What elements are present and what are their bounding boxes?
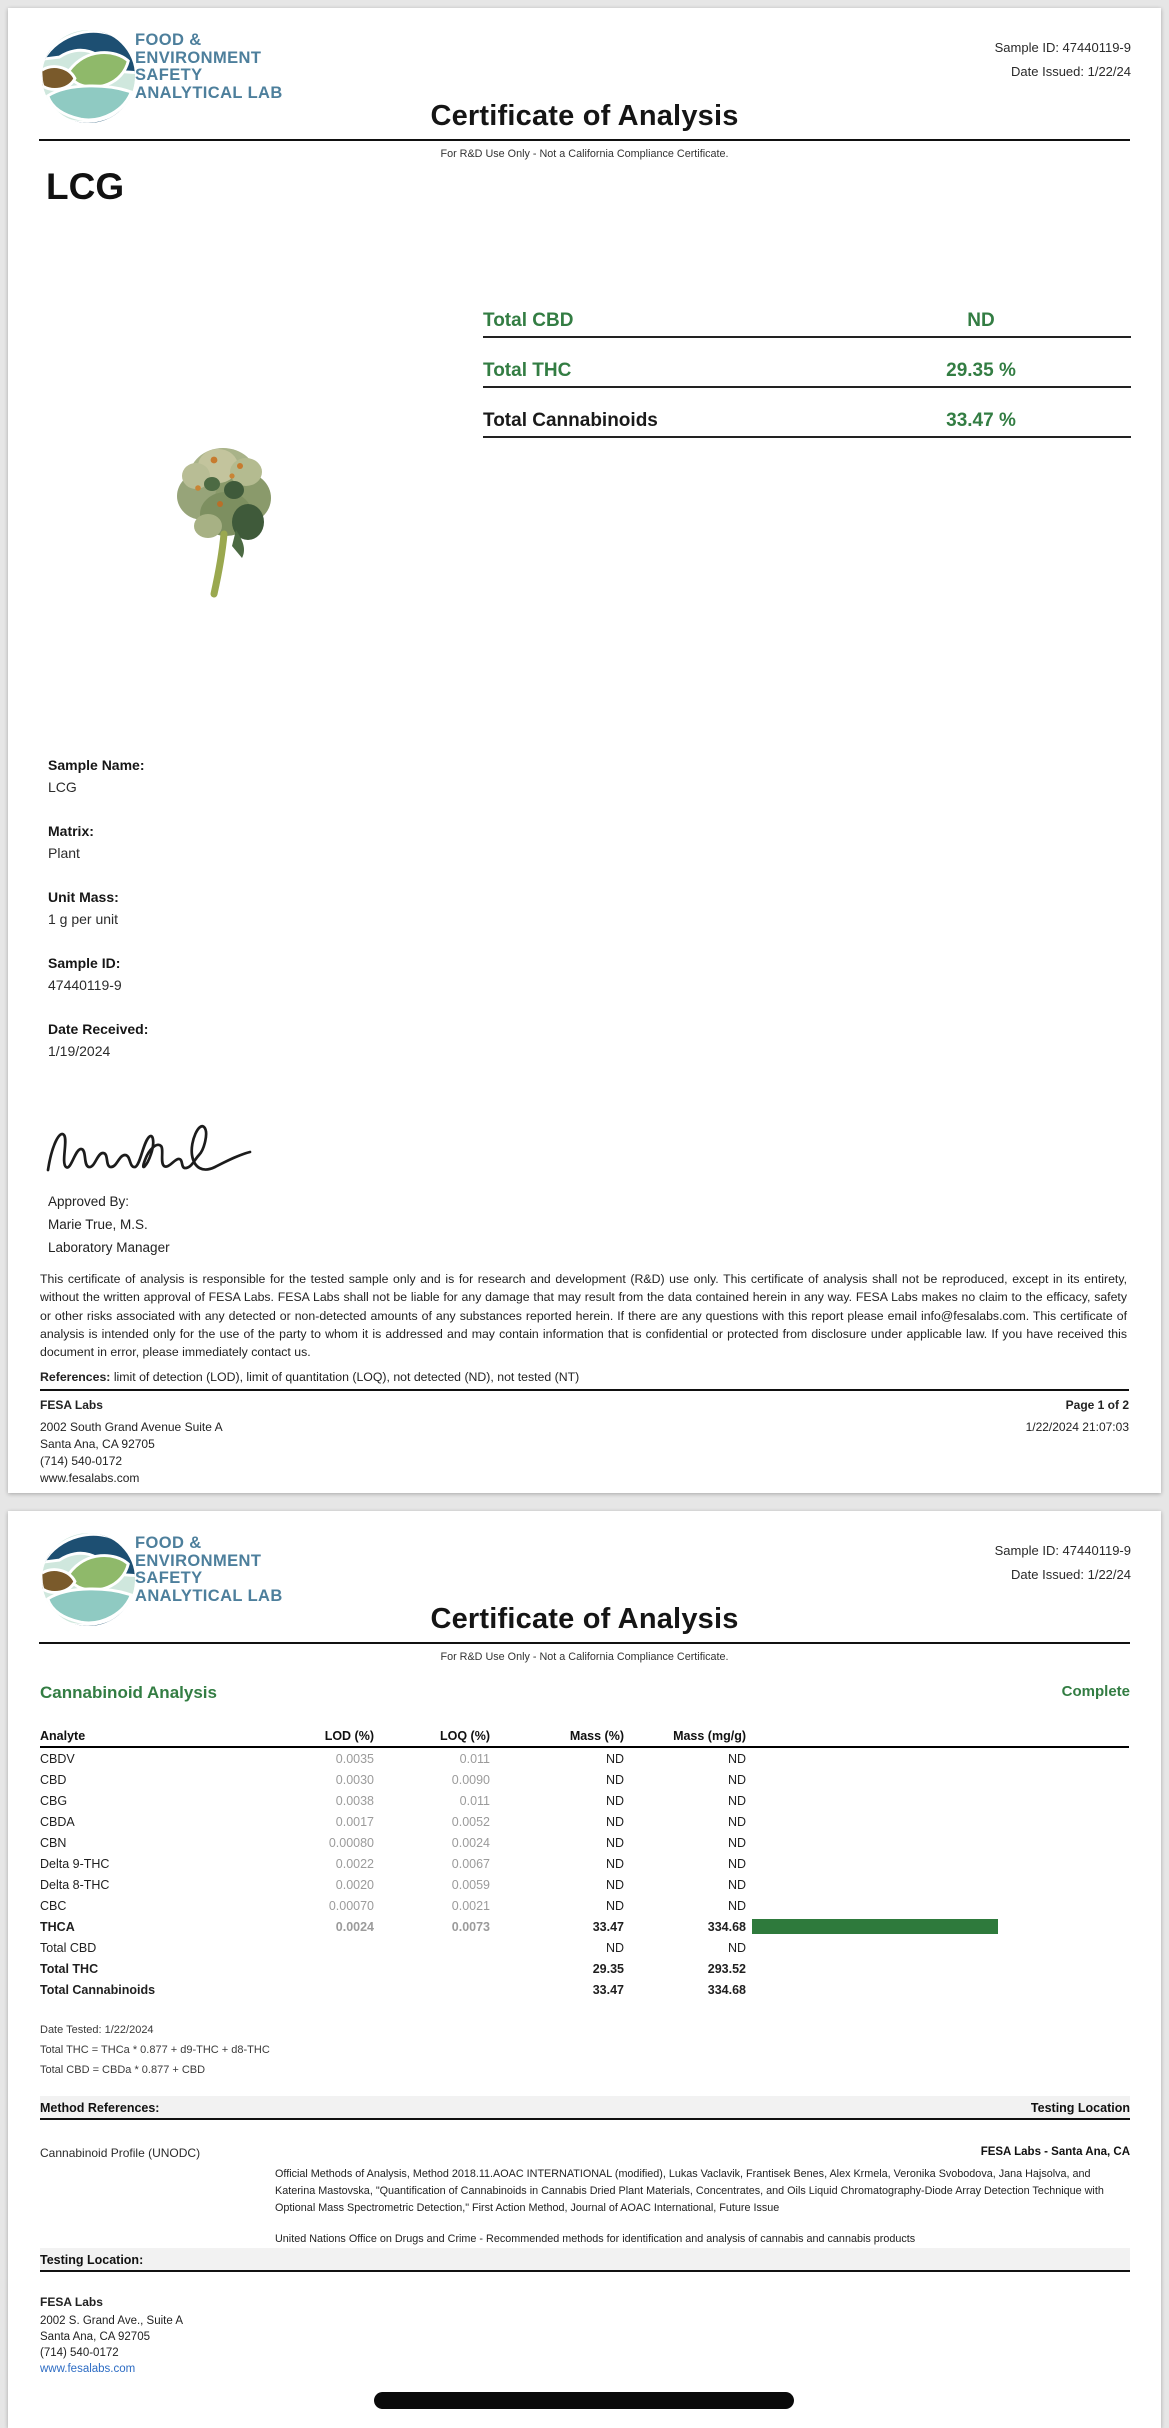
loq-cell: 0.0059 xyxy=(451,1877,490,1892)
sample-meta xyxy=(995,36,1131,84)
testing-address-line: Santa Ana, CA 92705 xyxy=(40,2331,150,2343)
summary-row xyxy=(483,388,1131,438)
table-row xyxy=(40,1832,1129,1853)
home-indicator[interactable] xyxy=(374,2392,794,2409)
table-row xyxy=(40,1811,1129,1832)
analyte-cell: Total CBD xyxy=(40,1940,97,1955)
sample-id-text: Sample ID: 47440119-9 xyxy=(994,40,1131,55)
column-header: Mass (mg/g) xyxy=(673,1729,746,1743)
lab-name-line: ANALYTICAL LAB xyxy=(135,83,283,102)
testing-location-header xyxy=(40,2248,1130,2272)
loq-cell: 0.0024 xyxy=(451,1835,490,1850)
lod-cell: 0.0024 xyxy=(335,1919,374,1934)
lab-name-line: SAFETY xyxy=(135,66,203,84)
footer-lab-name: FESA Labs xyxy=(40,1398,103,1412)
citation-unodc: United Nations Office on Drugs and Crime - Recommended methods for identification and analysis of cannabis and cannabis products xyxy=(275,2233,916,2245)
footer-page-block xyxy=(1026,1397,1129,1436)
mass-bar xyxy=(752,1919,998,1934)
approver-name: Marie True, M.S. xyxy=(48,1217,148,1232)
test-note-line: Total CBD = CBDa * 0.877 + CBD xyxy=(40,2064,206,2076)
sample-info-item xyxy=(48,953,148,998)
mass-pct-cell: ND xyxy=(605,1772,624,1787)
page-footer xyxy=(40,1397,1129,1487)
mass-mg-cell: ND xyxy=(727,1940,746,1955)
footer-divider xyxy=(40,1389,1129,1391)
loq-cell: 0.011 xyxy=(459,1793,490,1808)
info-label: Date Received: xyxy=(48,1021,149,1037)
mass-mg-cell: 334.68 xyxy=(707,1982,746,1997)
coa-page-2 xyxy=(8,1511,1161,2428)
page-number-label: Page 1 of 2 xyxy=(1065,1398,1129,1412)
mass-mg-cell: ND xyxy=(727,1814,746,1829)
summary-value: 33.47 % xyxy=(946,410,1016,431)
section-header-row xyxy=(40,1683,1130,1703)
table-row xyxy=(40,1790,1129,1811)
citation-aoac: Official Methods of Analysis, Method 2018.11.AOAC INTERNATIONAL (modified), Lukas Vaclavik, Frantisek Benes, Alex Krmela, Veronika Svobodova, Jana Hajsolva, and Katerina Mastovska, "Quantification of Cannabinoids in Cannabis Dried Plant Materials, Concentrates, and Oils Liquid Chromatography-Diode Array Detection Technique with Optional Mass Spectrometric Detection," First Action Method, Journal of AOAC International, Future Issue xyxy=(275,2168,1104,2214)
test-notes xyxy=(40,2020,270,2080)
approver-title: Laboratory Manager xyxy=(48,1240,170,1255)
references-label: References: xyxy=(40,1370,111,1385)
sample-photo xyxy=(148,426,308,636)
table-row xyxy=(40,1874,1129,1895)
summary-value: 29.35 % xyxy=(946,360,1016,381)
mass-mg-cell: ND xyxy=(727,1856,746,1871)
loq-cell: 0.0067 xyxy=(451,1856,490,1871)
summary-table xyxy=(483,288,1131,438)
table-row xyxy=(40,1748,1129,1769)
analyte-cell: Delta 8-THC xyxy=(40,1877,110,1892)
footer-lab-block xyxy=(40,1397,223,1487)
info-value: Plant xyxy=(48,845,80,861)
method-name: Cannabinoid Profile (UNODC) xyxy=(40,2146,201,2160)
mass-pct-cell: 33.47 xyxy=(592,1982,624,1997)
table-row xyxy=(40,1853,1129,1874)
testing-location-col-label: Testing Location xyxy=(1030,2101,1130,2115)
sample-id-text: Sample ID: 47440119-9 xyxy=(994,1543,1131,1558)
testing-location-block xyxy=(40,2294,183,2377)
footer-address xyxy=(40,1419,223,1487)
analyte-cell: CBC xyxy=(40,1898,67,1913)
summary-value: ND xyxy=(967,310,995,331)
testing-lab-name: FESA Labs xyxy=(40,2295,103,2309)
footer-address-line: 2002 South Grand Avenue Suite A xyxy=(40,1420,223,1434)
cannabinoid-table xyxy=(40,1721,1129,2000)
sample-info-list xyxy=(48,755,148,1085)
info-value: LCG xyxy=(48,779,77,795)
sample-info-item xyxy=(48,755,148,800)
mass-pct-cell: ND xyxy=(605,1877,624,1892)
analyte-cell: CBDV xyxy=(40,1751,75,1766)
analyte-cell: CBN xyxy=(40,1835,67,1850)
test-note-line: Total THC = THCa * 0.877 + d9-THC + d8-THC xyxy=(40,2044,270,2056)
mass-pct-cell: ND xyxy=(605,1814,624,1829)
header-divider xyxy=(39,139,1130,141)
sample-info-item xyxy=(48,821,148,866)
analyte-cell: Total THC xyxy=(40,1961,99,1976)
lod-cell: 0.0017 xyxy=(335,1814,374,1829)
header-divider xyxy=(39,1642,1130,1644)
summary-row xyxy=(483,288,1131,338)
lab-name-line: FOOD & xyxy=(135,31,202,49)
table-header-row xyxy=(40,1721,1129,1748)
mass-mg-cell: ND xyxy=(727,1877,746,1892)
column-header: LOD (%) xyxy=(324,1729,374,1743)
testing-location-label: Testing Location: xyxy=(40,2253,144,2267)
disclaimer-text: This certificate of analysis is responsible for the tested sample only and is for research and development (R&D) use only. This certificate of analysis shall not be reproduced, except in its entirety, without the written approval of FESA Labs. FESA Labs shall not be liable for any damage that may result from the data contained herein in any way. FESA Labs makes no claim to the efficacy, safety or other risks associated with any detected or non-detected amounts of any substances reported herein. If there are any questions with this report please email info@fesalabs.com. This certificate of analysis is intended only for the use of the party to whom it is addressed and may contain information that is confidential or protected from disclosure under applicable law. If you have received this document in error, please immediately contact us. xyxy=(40,1272,1127,1360)
method-references-header xyxy=(40,2096,1130,2120)
lab-name-line: ENVIRONMENT xyxy=(135,48,262,67)
analyte-cell: CBDA xyxy=(40,1814,75,1829)
testing-lab-address xyxy=(40,2313,183,2361)
sample-name-heading: LCG xyxy=(46,166,125,207)
lod-cell: 0.0038 xyxy=(335,1793,374,1808)
mass-mg-cell: 293.52 xyxy=(707,1961,746,1976)
lab-name-line: ANALYTICAL LAB xyxy=(135,1586,283,1605)
mass-mg-cell: 334.68 xyxy=(707,1919,746,1934)
mass-pct-cell: 29.35 xyxy=(592,1961,624,1976)
approved-by-label: Approved By: xyxy=(48,1194,130,1209)
footer-address-line: www.fesalabs.com xyxy=(40,1471,140,1485)
lod-cell: 0.00070 xyxy=(328,1898,374,1913)
column-header: LOQ (%) xyxy=(440,1729,490,1743)
lod-cell: 0.0035 xyxy=(335,1751,374,1766)
method-row xyxy=(40,2146,1130,2160)
mass-pct-cell: ND xyxy=(605,1898,624,1913)
header-subtitle: For R&D Use Only - Not a California Compliance Certificate. xyxy=(440,1651,729,1663)
mass-pct-cell: ND xyxy=(605,1940,624,1955)
mass-mg-cell: ND xyxy=(727,1793,746,1808)
mass-pct-cell: ND xyxy=(605,1856,624,1871)
column-header: Mass (%) xyxy=(569,1729,624,1743)
mass-mg-cell: ND xyxy=(727,1835,746,1850)
sample-info-item xyxy=(48,887,148,932)
lod-cell: 0.0030 xyxy=(335,1772,374,1787)
table-row xyxy=(40,1895,1129,1916)
references-text: limit of detection (LOD), limit of quantitation (LOQ), not detected (ND), not tested (NT) xyxy=(110,1370,580,1385)
info-label: Matrix: xyxy=(48,823,94,839)
page-title: Certificate of Analysis xyxy=(430,100,739,132)
mass-mg-cell: ND xyxy=(727,1751,746,1766)
date-issued-text: Date Issued: 1/22/24 xyxy=(1011,1567,1131,1582)
column-header: Analyte xyxy=(40,1729,86,1743)
table-row xyxy=(40,1769,1129,1790)
loq-cell: 0.0090 xyxy=(451,1772,490,1787)
lab-website-link[interactable]: www.fesalabs.com xyxy=(40,2363,136,2375)
info-label: Sample Name: xyxy=(48,757,145,773)
testing-address-line: 2002 S. Grand Ave., Suite A xyxy=(40,2315,183,2327)
loq-cell: 0.011 xyxy=(459,1751,490,1766)
loq-cell: 0.0052 xyxy=(451,1814,490,1829)
test-note-line: Date Tested: 1/22/2024 xyxy=(40,2024,154,2036)
info-value: 47440119-9 xyxy=(48,977,122,993)
lab-name-line: FOOD & xyxy=(135,1534,202,1552)
table-row xyxy=(40,1958,1129,1979)
analyte-cell: THCA xyxy=(40,1919,75,1934)
analyte-cell: Delta 9-THC xyxy=(40,1856,110,1871)
analyte-cell: Total Cannabinoids xyxy=(40,1982,156,1997)
table-row xyxy=(40,1979,1129,2000)
lab-name-lines xyxy=(135,32,283,102)
footer-address-line: (714) 540-0172 xyxy=(40,1454,123,1468)
method-citations xyxy=(275,2166,1129,2248)
signature-image xyxy=(42,1116,257,1186)
approval-block xyxy=(48,1190,170,1259)
analyte-cell: CBD xyxy=(40,1772,67,1787)
mass-pct-cell: 33.47 xyxy=(592,1919,624,1934)
lod-cell: 0.0022 xyxy=(335,1856,374,1871)
disclaimer-block xyxy=(40,1270,1127,1387)
status-badge: Complete xyxy=(1061,1683,1130,1700)
header-subtitle: For R&D Use Only - Not a California Compliance Certificate. xyxy=(440,148,729,160)
info-value: 1 g per unit xyxy=(48,911,119,927)
info-value: 1/19/2024 xyxy=(48,1043,111,1059)
table-row xyxy=(40,1937,1129,1958)
analyte-cell: CBG xyxy=(40,1793,68,1808)
date-issued-text: Date Issued: 1/22/24 xyxy=(1011,64,1131,79)
coa-page-1 xyxy=(8,8,1161,1493)
footer-timestamp: 1/22/2024 21:07:03 xyxy=(1025,1420,1129,1434)
sample-info-item xyxy=(48,1019,148,1064)
method-location: FESA Labs - Santa Ana, CA xyxy=(980,2146,1130,2158)
summary-label: Total CBD xyxy=(483,310,574,331)
method-references-label: Method References: xyxy=(40,2101,160,2115)
table-row xyxy=(40,1916,1129,1937)
testing-address-line: (714) 540-0172 xyxy=(40,2347,119,2359)
lab-name-lines xyxy=(135,1535,283,1605)
lod-cell: 0.00080 xyxy=(328,1835,374,1850)
mass-pct-cell: ND xyxy=(605,1835,624,1850)
mass-mg-cell: ND xyxy=(727,1772,746,1787)
references-line xyxy=(40,1368,1127,1386)
mass-pct-cell: ND xyxy=(605,1751,624,1766)
lab-name-line: ENVIRONMENT xyxy=(135,1551,262,1570)
page-title: Certificate of Analysis xyxy=(430,1603,739,1635)
mass-mg-cell: ND xyxy=(727,1898,746,1913)
summary-label: Total Cannabinoids xyxy=(483,410,658,431)
footer-address-line: Santa Ana, CA 92705 xyxy=(40,1437,155,1451)
loq-cell: 0.0073 xyxy=(451,1919,490,1934)
lod-cell: 0.0020 xyxy=(335,1877,374,1892)
sample-meta xyxy=(995,1539,1131,1587)
summary-label: Total THC xyxy=(483,360,572,381)
mass-pct-cell: ND xyxy=(605,1793,624,1808)
info-label: Sample ID: xyxy=(48,955,121,971)
lab-name-line: SAFETY xyxy=(135,1569,203,1587)
info-label: Unit Mass: xyxy=(48,889,119,905)
section-title: Cannabinoid Analysis xyxy=(40,1683,217,1702)
summary-row xyxy=(483,338,1131,388)
loq-cell: 0.0021 xyxy=(451,1898,490,1913)
